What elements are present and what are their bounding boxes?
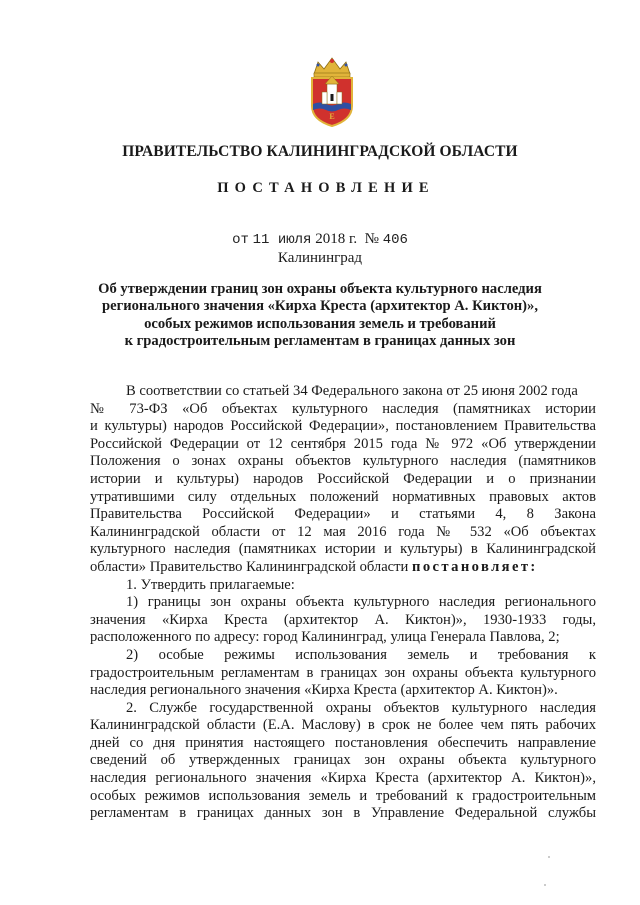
subject-line: регионального значения «Кирха Креста (архитектор А. Киктон)», <box>101 298 538 315</box>
body-text: области» Правительство Калининградской области <box>90 558 409 575</box>
body-line: истории и культуры) народов Российской Федерации и о признании <box>90 470 596 487</box>
item-1-1-line: расположенного по адресу: город Калининград, улица Генерала Павлова, 2; <box>90 629 560 646</box>
svg-text:E: E <box>329 112 335 121</box>
body-line: Калининградской области от 12 мая 2016 года № 532 «Об объектах <box>90 523 596 540</box>
document-number: 406 <box>382 232 408 248</box>
body-line: Российской Федерации от 12 сентября 2015 года № 972 «Об утверждении <box>90 435 596 452</box>
date-prefix: от <box>232 232 249 248</box>
item-2-line: Калининградской области (Е.А. Маслову) в срок не более чем пять рабочих <box>90 717 596 734</box>
item-2-line: наследия регионального значения «Кирха Креста (архитектор А. Киктон)», <box>90 770 596 787</box>
body-line: и культуры) народов Российской Федерации», постановлением Правительства <box>90 418 596 435</box>
date-day-month: 11 июля <box>252 232 312 248</box>
keyword-decrees: постановляет: <box>412 558 538 575</box>
body-line: Правительства Российской Федерации» и статьями 4, 8 Закона <box>90 506 596 523</box>
crown-icon <box>314 58 350 77</box>
subject-line: особых режимов использования земель и требований <box>144 315 496 332</box>
item-1-1-line: значения «Кирха Креста (архитектор А. Киктон)», 1930-1933 годы, <box>90 611 596 628</box>
item-2-line: дней со дня принятия настоящего постановления обеспечить направление <box>90 734 596 751</box>
scan-speck <box>544 884 546 886</box>
item-2-line: сведений об утвержденных границах зон охраны объекта культурного <box>90 752 596 769</box>
document-body <box>90 383 596 823</box>
shield-icon <box>312 76 352 126</box>
body-line <box>90 559 596 577</box>
item-1-2-line: наследия регионального значения «Кирха Креста (архитектор А. Киктон)». <box>90 682 558 699</box>
item-2-line: 2. Службе государственной охраны объектов культурного наследия <box>126 699 596 716</box>
subject-line: к градостроительным регламентам в границах данных зон <box>124 333 516 350</box>
item-1-2-line: градостроительным регламентам в границах зон охраны объекта культурного <box>90 664 596 681</box>
item-1-2-line: 2) особые режимы использования земель и требования к <box>126 646 596 663</box>
body-line: утратившими силу отдельных положений нормативных правовых актов <box>90 488 596 505</box>
government-title: ПРАВИТЕЛЬСТВО КАЛИНИНГРАДСКОЙ ОБЛАСТИ <box>122 143 518 160</box>
item-1-1-line: 1) границы зон охраны объекта культурного наследия регионального <box>126 594 596 611</box>
subject-line: Об утверждении границ зон охраны объекта культурного наследия <box>98 281 542 297</box>
body-line: Положения о зонах охраны объектов культурного наследия (памятников <box>90 453 596 470</box>
document-subject <box>80 281 560 351</box>
item-2-line: особых режимов использования земель и требований к градостроительным <box>90 787 596 804</box>
coat-of-arms-emblem <box>300 56 364 128</box>
body-line: В соответствии со статьей 34 Федерального закона от 25 июня 2002 года <box>126 383 578 399</box>
document-type: ПОСТАНОВЛЕНИЕ <box>217 180 435 196</box>
number-sign: № <box>364 231 379 247</box>
item-2-line: регламентам в границах данных зон в Управление Федеральной службы <box>90 805 596 822</box>
item-1: 1. Утвердить прилагаемые: <box>126 576 295 593</box>
body-line: культурного наследия (памятниках истории и культуры) в Калининградской <box>90 541 596 558</box>
date-year: 2018 г. <box>315 231 358 247</box>
date-line <box>0 231 640 248</box>
city-name: Калининград <box>277 250 363 266</box>
scan-speck <box>548 856 550 858</box>
body-line: № 73-ФЗ «Об объектах культурного наследия (памятниках истории <box>90 400 596 417</box>
